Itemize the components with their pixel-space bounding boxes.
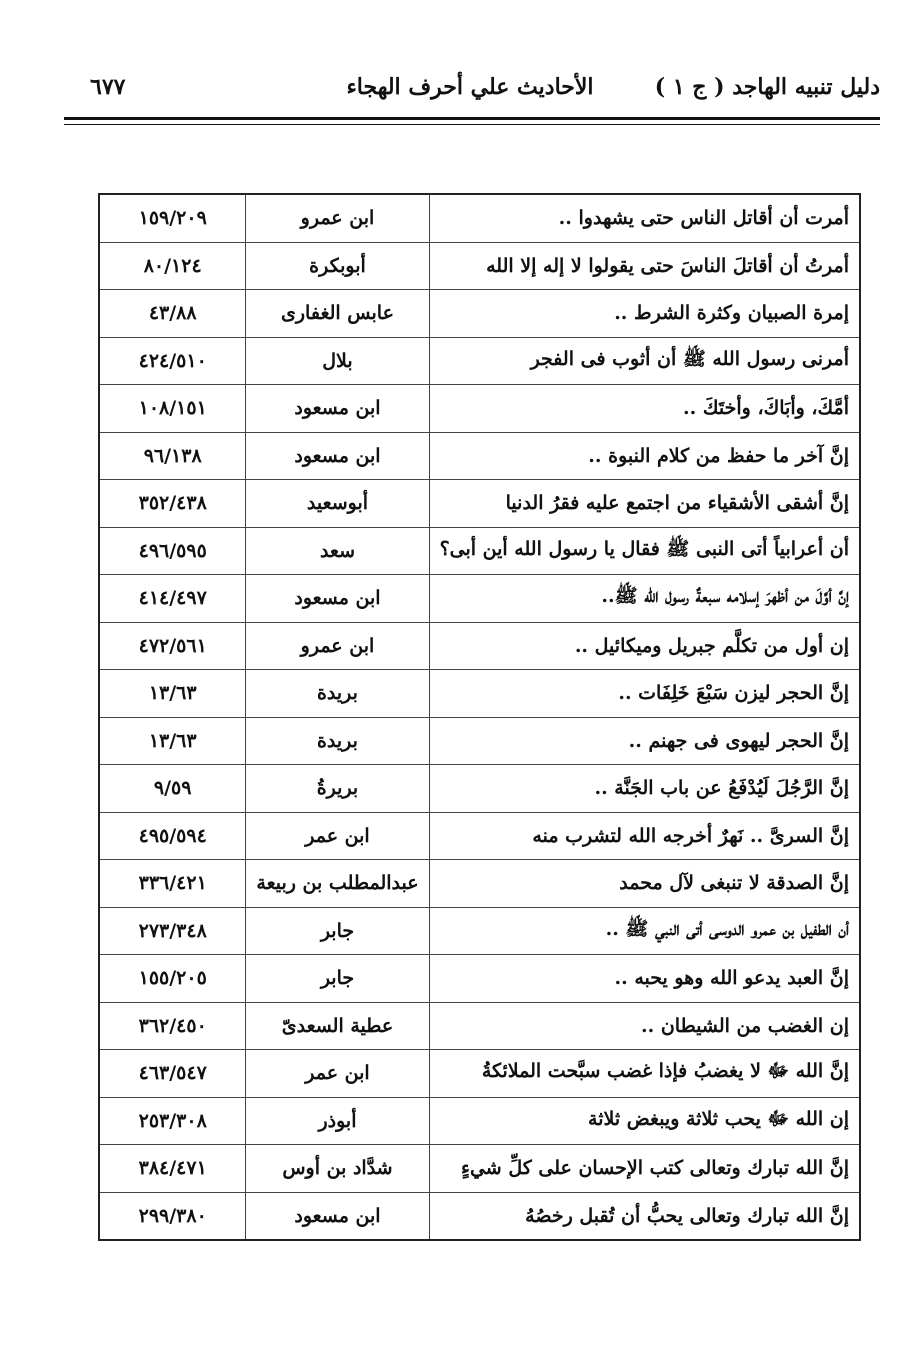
table-row — [99, 527, 860, 575]
table-row — [99, 575, 860, 623]
reference-number: ١٥٩/٢٠٩ — [99, 194, 246, 242]
table-row — [99, 1097, 860, 1145]
hadith-text: أمرتُ أن أقاتلَ الناسَ حتى يقولوا لا إله إلا الله — [429, 242, 860, 290]
reference-number: ٢٧٣/٣٤٨ — [99, 907, 246, 955]
table-row — [99, 337, 860, 385]
narrator: أبوذر — [246, 1097, 429, 1145]
hadith-text: أن أعرابياً أتى النبى ﷺ فقال يا رسول الله أين أبى؟ — [429, 527, 860, 575]
hadith-text: أمرنى رسول الله ﷺ أن أثوب فى الفجر — [429, 337, 860, 385]
narrator: بريرةُ — [246, 765, 429, 813]
narrator: ابن عمر — [246, 812, 429, 860]
reference-number: ٤٣/٨٨ — [99, 290, 246, 338]
header-rule-thin — [64, 124, 880, 125]
hadith-text: إنَّ الحجر ليزن سَبْعَ خَلِفَات .. — [429, 670, 860, 718]
table-row — [99, 1050, 860, 1098]
narrator: أبوسعيد — [246, 480, 429, 528]
narrator: بلال — [246, 337, 429, 385]
narrator: جابر — [246, 907, 429, 955]
table-row — [99, 955, 860, 1003]
narrator: عطية السعدىّ — [246, 1002, 429, 1050]
table-row — [99, 670, 860, 718]
reference-number: ٣٥٢/٤٣٨ — [99, 480, 246, 528]
reference-number: ٤٦٣/٥٤٧ — [99, 1050, 246, 1098]
reference-number: ٣٨٤/٤٧١ — [99, 1145, 246, 1193]
table-row — [99, 194, 860, 242]
narrator: بريدة — [246, 670, 429, 718]
reference-number: ٩/٥٩ — [99, 765, 246, 813]
hadith-index-table — [98, 193, 861, 1241]
hadith-text: إنَّ الصدقة لا تنبغى لآل محمد — [429, 860, 860, 908]
hadith-text: إنَّ أوَّلَ من أظهرَ إسلامه سبعةٌ رسول الله ﷺ.. — [429, 575, 860, 623]
header-rule-thick — [64, 117, 880, 120]
page-number: ٦٧٧ — [90, 74, 126, 100]
table-row — [99, 860, 860, 908]
hadith-text: أمَّكَ، وأبَاكَ، وأختَكَ .. — [429, 385, 860, 433]
reference-number: ١٣/٦٣ — [99, 670, 246, 718]
hadith-text: أن الطفيل بن عمرو الدوسى أتى النبي ﷺ .. — [429, 907, 860, 955]
table-row — [99, 1192, 860, 1240]
hadith-text: إنَّ الرَّجُلَ لَيُدْفَعُ عن باب الجَنَّة .. — [429, 765, 860, 813]
table-row — [99, 717, 860, 765]
hadith-text: إنَّ أشقى الأشقياء من اجتمع عليه فقرُ الدنيا — [429, 480, 860, 528]
page-header — [60, 70, 880, 110]
reference-number: ٤٧٢/٥٦١ — [99, 622, 246, 670]
reference-number: ٣٦٢/٤٥٠ — [99, 1002, 246, 1050]
table-row — [99, 622, 860, 670]
reference-number: ١٠٨/١٥١ — [99, 385, 246, 433]
hadith-text: إنَّ الحجر ليهوى فى جهنم .. — [429, 717, 860, 765]
reference-number: ٤١٤/٤٩٧ — [99, 575, 246, 623]
narrator: ابن عمر — [246, 1050, 429, 1098]
hadith-text: إنَّ الله تبارك وتعالى يحبُّ أن تُقبل رخصُهُ — [429, 1192, 860, 1240]
hadith-text: إن أول من تكلَّم جبريل وميكائيل .. — [429, 622, 860, 670]
table-row — [99, 432, 860, 480]
reference-number: ٤٩٥/٥٩٤ — [99, 812, 246, 860]
reference-number: ٤٢٤/٥١٠ — [99, 337, 246, 385]
hadith-text: إنَّ السرىَّ .. نَهرٌ أخرجه الله لتشرب منه — [429, 812, 860, 860]
narrator: أبوبكرة — [246, 242, 429, 290]
narrator: سعد — [246, 527, 429, 575]
hadith-text: إنَّ آخر ما حفظ من كلام النبوة .. — [429, 432, 860, 480]
narrator: شدَّاد بن أوس — [246, 1145, 429, 1193]
table-row — [99, 1145, 860, 1193]
hadith-text: إن الغضب من الشيطان .. — [429, 1002, 860, 1050]
hadith-text: إنَّ الله ﷻ لا يغضبُ فإذا غضب سبَّحت الملائكةُ — [429, 1050, 860, 1098]
table-row — [99, 242, 860, 290]
hadith-text: إنَّ العبد يدعو الله وهو يحبه .. — [429, 955, 860, 1003]
section-title: الأحاديث علي أحرف الهجاء — [346, 74, 594, 100]
reference-number: ٩٦/١٣٨ — [99, 432, 246, 480]
narrator: ابن عمرو — [246, 194, 429, 242]
table-row — [99, 480, 860, 528]
hadith-text: أمرت أن أقاتل الناس حتى يشهدوا .. — [429, 194, 860, 242]
reference-number: ١٥٥/٢٠٥ — [99, 955, 246, 1003]
narrator: ابن مسعود — [246, 385, 429, 433]
narrator: بريدة — [246, 717, 429, 765]
hadith-text: إمرة الصبيان وكثرة الشرط .. — [429, 290, 860, 338]
reference-number: ٤٩٦/٥٩٥ — [99, 527, 246, 575]
table-row — [99, 812, 860, 860]
table-row — [99, 385, 860, 433]
narrator: ابن مسعود — [246, 1192, 429, 1240]
reference-number: ٢٩٩/٣٨٠ — [99, 1192, 246, 1240]
narrator: عبدالمطلب بن ربيعة — [246, 860, 429, 908]
reference-number: ٣٣٦/٤٢١ — [99, 860, 246, 908]
book-title: دليل تنبيه الهاجد ( ج ١ ) — [654, 74, 880, 100]
reference-number: ٢٥٣/٣٠٨ — [99, 1097, 246, 1145]
reference-number: ١٣/٦٣ — [99, 717, 246, 765]
table-row — [99, 1002, 860, 1050]
narrator: ابن عمرو — [246, 622, 429, 670]
narrator: ابن مسعود — [246, 575, 429, 623]
hadith-text: إن الله ﷻ يحب ثلاثة ويبغض ثلاثة — [429, 1097, 860, 1145]
table-row — [99, 907, 860, 955]
reference-number: ٨٠/١٢٤ — [99, 242, 246, 290]
narrator: ابن مسعود — [246, 432, 429, 480]
hadith-text: إنَّ الله تبارك وتعالى كتب الإحسان على كلِّ شيءٍ — [429, 1145, 860, 1193]
table-row — [99, 765, 860, 813]
narrator: جابر — [246, 955, 429, 1003]
table-row — [99, 290, 860, 338]
narrator: عابس الغفارى — [246, 290, 429, 338]
